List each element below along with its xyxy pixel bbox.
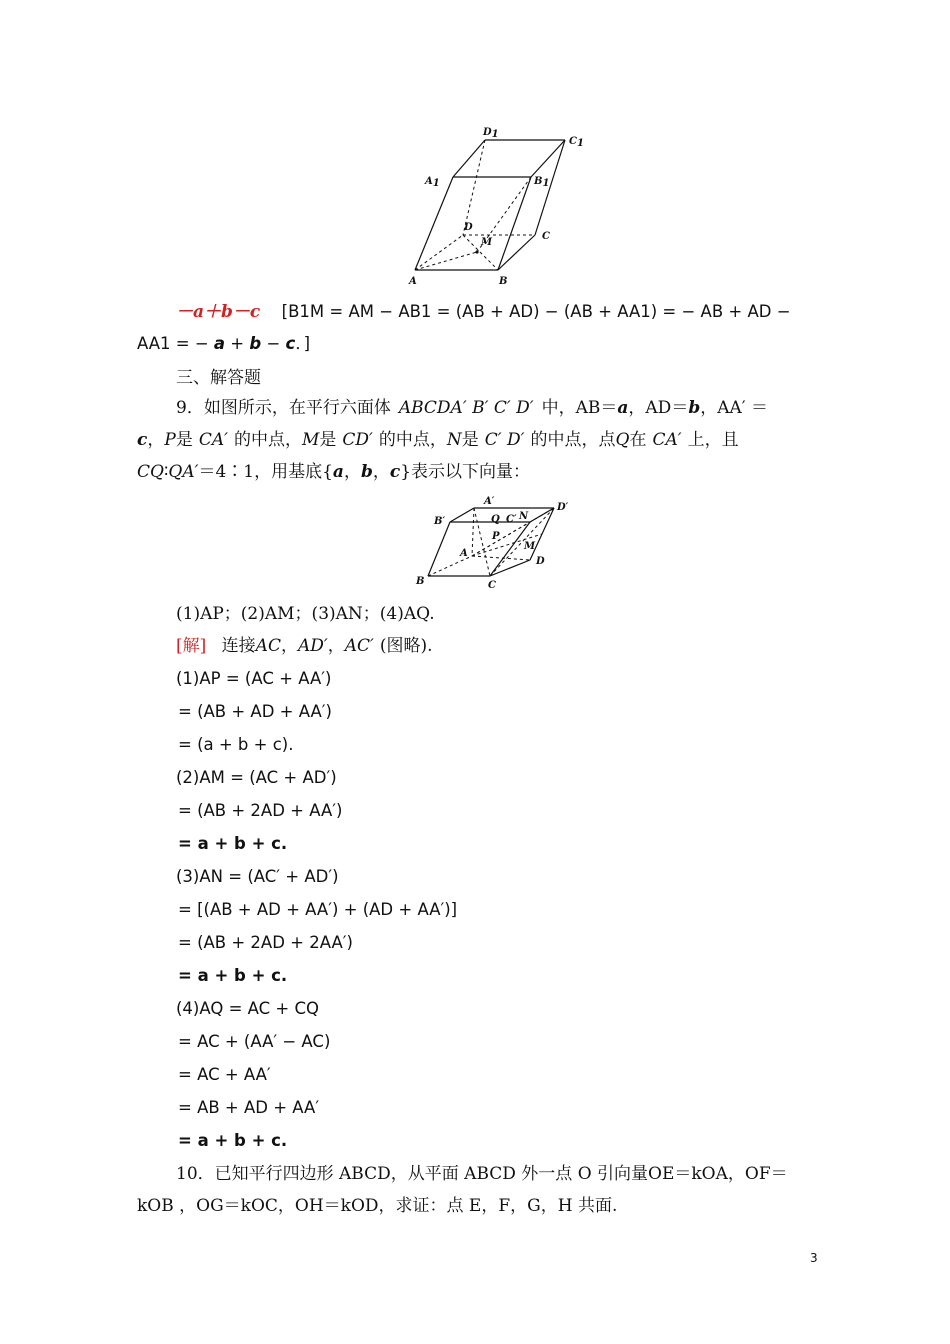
section-title: 三、解答题 — [176, 368, 261, 388]
label-p: P — [492, 531, 500, 542]
problem10-line2: kOB ，OG＝kOC，OH＝kOD，求证：点 E，F，G，H 共面. — [137, 1196, 618, 1216]
edge-cc1 — [535, 140, 565, 235]
step3-line2: = [(AB + AD + AA′) + (AD + AA′)] — [178, 900, 458, 919]
answer-line-1 — [176, 301, 791, 323]
step1-line3: = (a + b + c). — [178, 735, 294, 754]
label-d: D — [536, 556, 545, 567]
problem9-line-2: c，P是 CA′ 的中点，M是 CD′ 的中点，N是 C′ D′ 的中点，点Q在 CA′ 上，且 — [137, 430, 739, 450]
label-c: C — [488, 580, 496, 591]
label-m: M — [524, 541, 536, 552]
step3-line1: (3)AN = (AC′ + AD′) — [176, 867, 339, 886]
parallelepiped-figure-1 — [405, 122, 605, 290]
label-d-top: D′ — [557, 502, 569, 513]
step4-line4: = AB + AD + AA′ — [178, 1098, 320, 1117]
edge-b-top-a-top — [450, 508, 474, 522]
step4-line1: (4)AQ = AC + CQ — [176, 999, 320, 1018]
label-b: B — [499, 276, 508, 287]
label-n: N — [519, 511, 529, 522]
step2-line3: = a + b + c. — [178, 834, 288, 853]
label-b1: B1 — [534, 176, 550, 189]
step1-line2: = (AB + AD + AA′) — [178, 702, 332, 721]
label-m: M — [481, 237, 493, 248]
problem9-line-3: CQ∶QA′＝4∶1，用基底{a，b，c}表示以下向量： — [137, 462, 531, 482]
label-b-top: B′ — [434, 516, 446, 527]
step3-line3: = (AB + 2AD + 2AA′) — [178, 933, 353, 952]
edge-aa1 — [415, 177, 453, 270]
edge-ad — [472, 556, 530, 560]
label-d1: D1 — [483, 127, 499, 140]
edge-bc — [498, 235, 535, 270]
label-c: C — [542, 231, 550, 242]
edge-dd1 — [463, 140, 485, 235]
problem10-line1: 10．已知平行四边形 ABCD，从平面 ABCD 外一点 O 引向量OE＝kOA，OF＝ — [176, 1164, 788, 1184]
label-a1: A1 — [425, 176, 440, 189]
label-c-top: C′ — [506, 514, 517, 525]
solution-intro: [解] 连接AC，AD′，AC′ (图略). — [176, 636, 433, 656]
point-m — [475, 250, 478, 253]
label-b: B — [416, 576, 425, 587]
step3-line4: = a + b + c. — [178, 966, 288, 985]
edge-a-top-c — [474, 508, 490, 576]
step2-line2: = (AB + 2AD + AA′) — [178, 801, 343, 820]
edge-a-at — [472, 508, 474, 556]
parallelepiped-figure-2 — [412, 494, 582, 592]
edge-bb1 — [498, 177, 531, 270]
step1-line1: (1)AP = (AC + AA′) — [176, 669, 332, 688]
edge-b1c1 — [531, 140, 565, 177]
step4-line5: = a + b + c. — [178, 1131, 288, 1150]
edge-a1d1 — [453, 140, 485, 177]
answer-text: －a＋b－c — [176, 302, 261, 322]
label-q: Q — [491, 514, 500, 525]
page-number: 3 — [810, 1251, 818, 1265]
questions-line: (1)AP；(2)AM；(3)AN；(4)AQ. — [176, 604, 435, 624]
derivation-text-1: [B1M = AM − AB1 = (AB + AD) − (AB + AA1) = − AB + AD − — [281, 302, 791, 321]
label-a-top: A′ — [484, 496, 495, 507]
label-c1: C1 — [569, 136, 584, 149]
edge-ac-top — [472, 522, 530, 556]
answer-line-2: AA1 = − a + b − c．] — [137, 334, 310, 353]
step2-line1: (2)AM = (AC + AD′) — [176, 768, 337, 787]
label-a: A — [460, 548, 468, 559]
solution-tag: [解] — [176, 636, 207, 656]
label-d: D — [464, 222, 473, 233]
label-a: A — [409, 276, 417, 287]
step4-line2: = AC + (AA′ − AC) — [178, 1032, 331, 1051]
step4-line3: = AC + AA′ — [178, 1065, 271, 1084]
problem9-line-1: 9．如图所示，在平行六面体 ABCDA′ B′ C′ D′ 中，AB＝a，AD＝b，AA′ ＝ — [176, 398, 769, 418]
edge-am — [415, 252, 477, 270]
